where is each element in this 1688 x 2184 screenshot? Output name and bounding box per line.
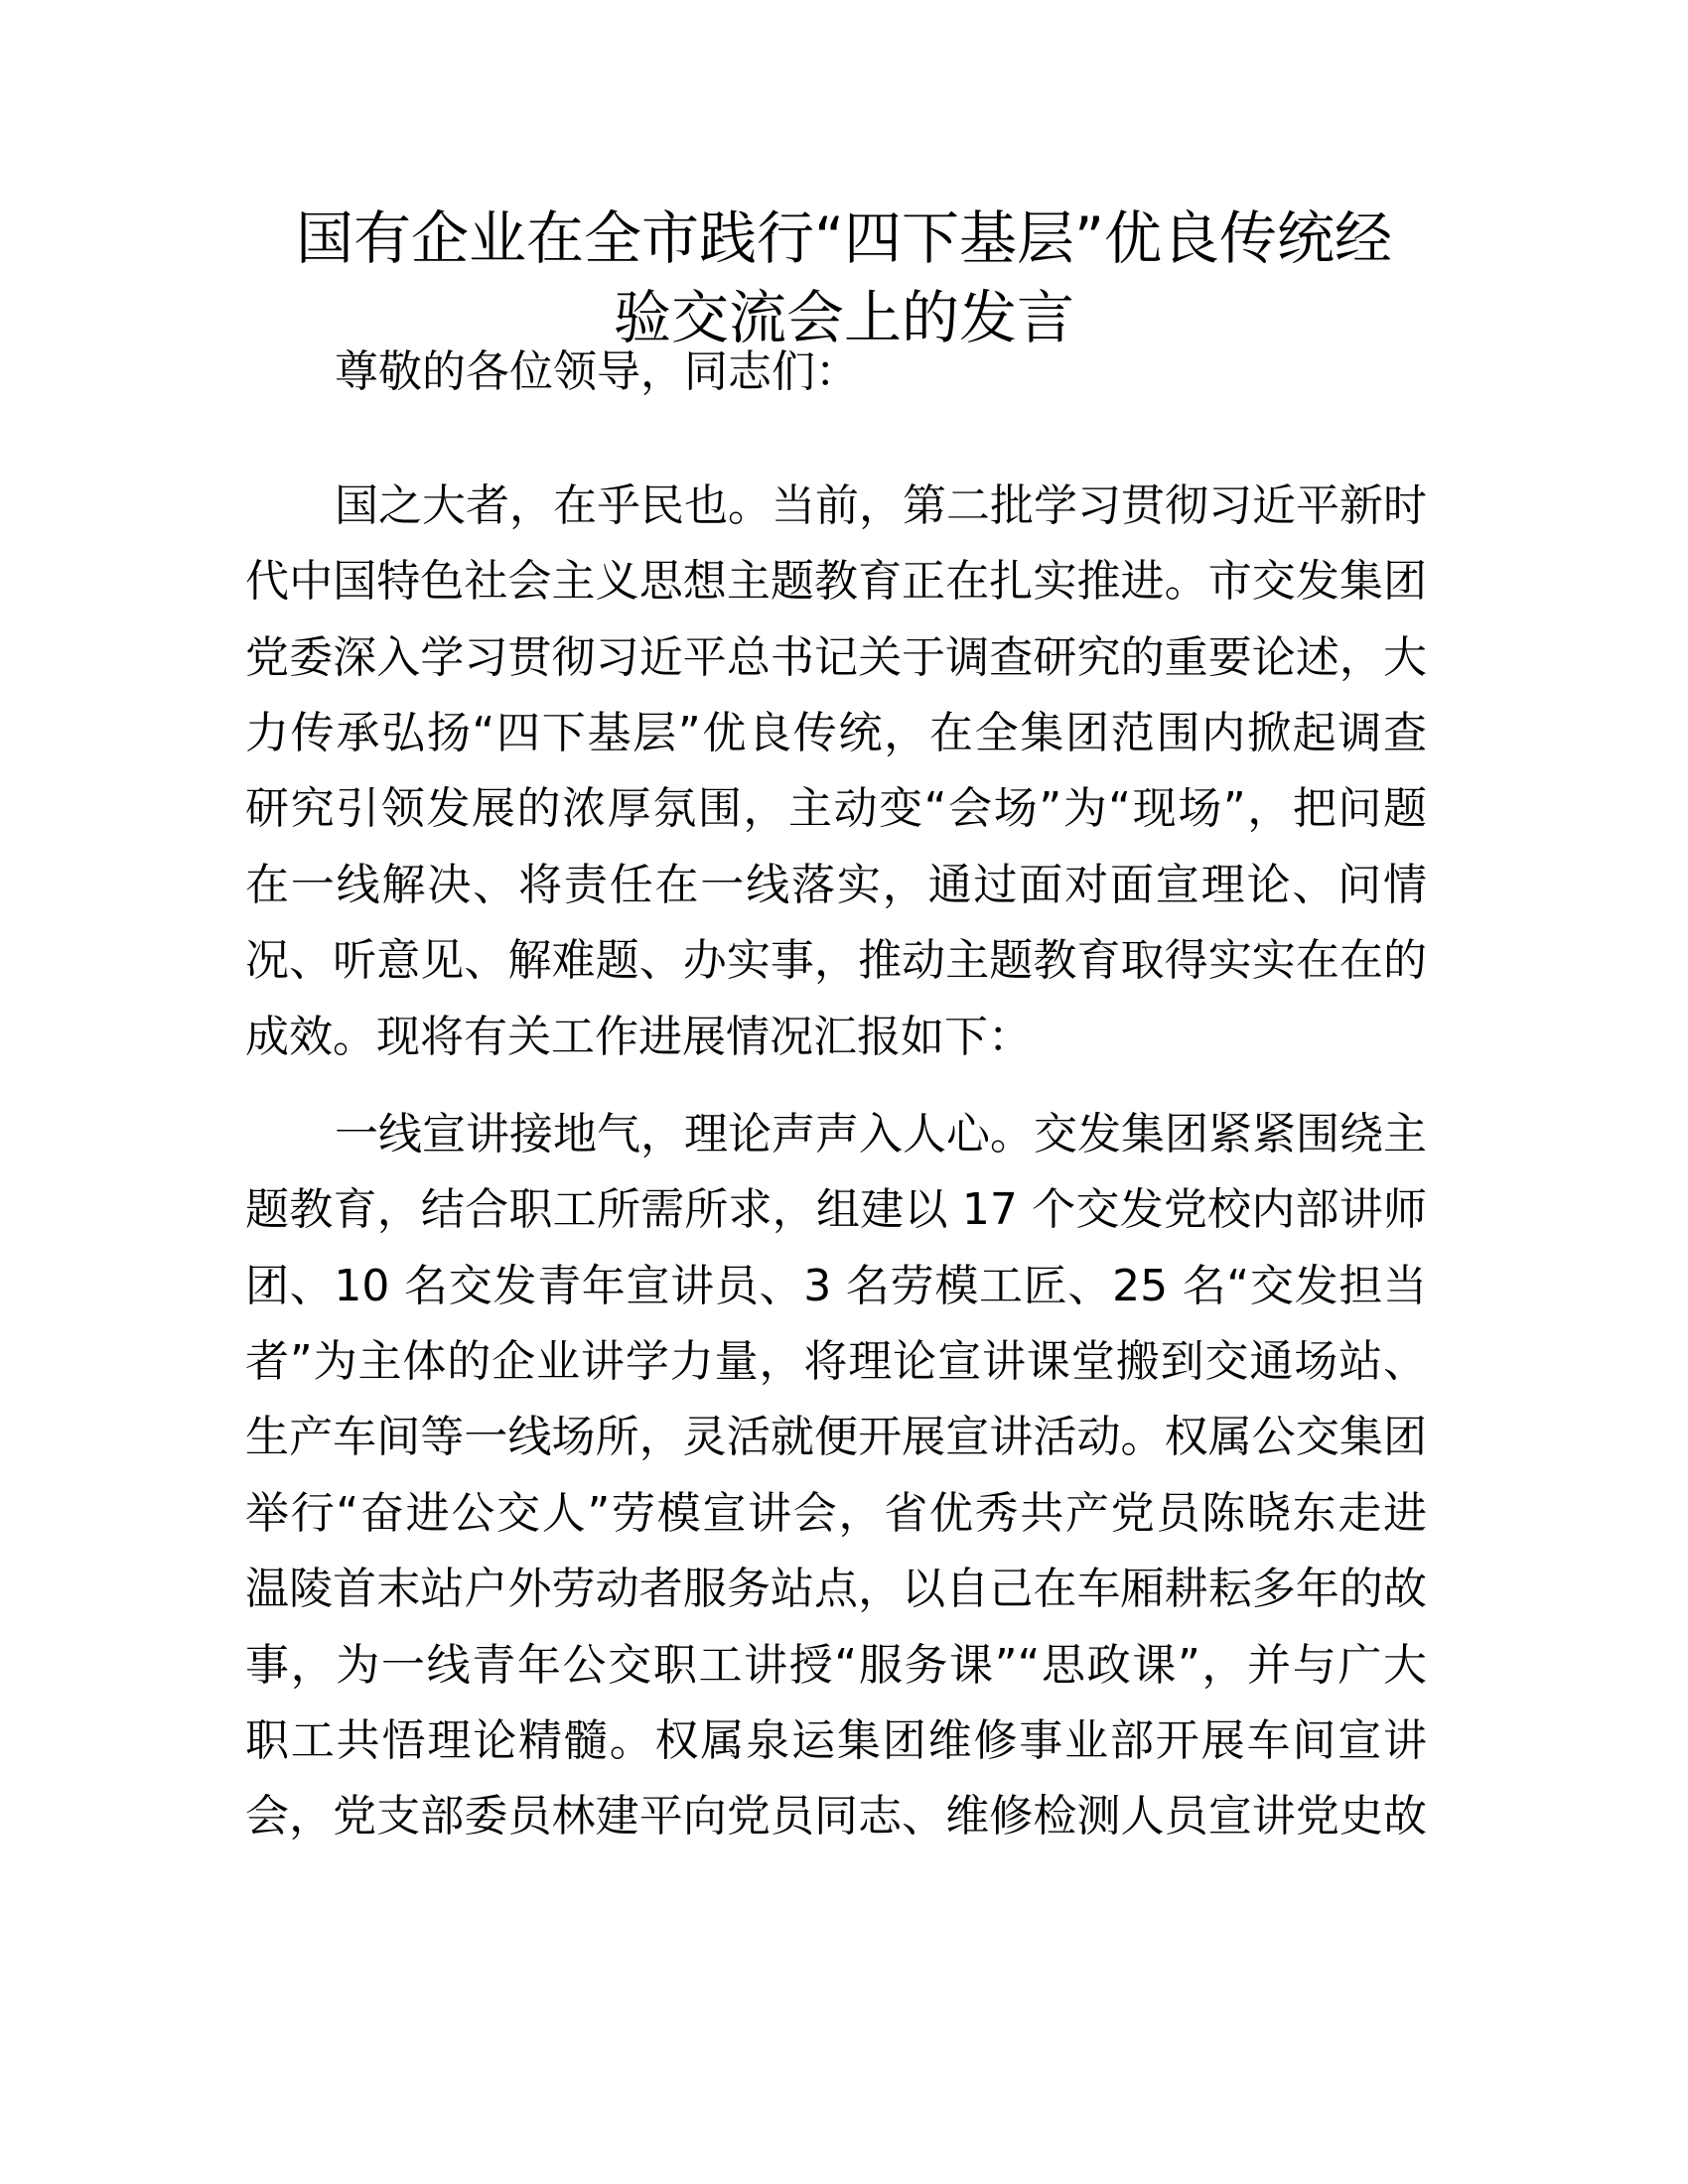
paragraph-line: 况、听意见、解难题、办实事，推动主题教育取得实实在在的 bbox=[245, 935, 1427, 986]
paragraph-line: 温陵首末站户外劳动者服务站点，以自己在车厢耕耘多年的故 bbox=[245, 1564, 1427, 1614]
paragraph-line: 题教育，结合职工所需所求，组建以 17 个交发党校内部讲师 bbox=[245, 1184, 1427, 1235]
paragraph-line: 者”为主体的企业讲学力量，将理论宣讲课堂搬到交通场站、 bbox=[245, 1336, 1427, 1387]
paragraph-line: 举行“奋进公交人”劳模宣讲会，省优秀共产党员陈晓东走进 bbox=[245, 1488, 1427, 1539]
paragraph-line: 代中国特色社会主义思想主题教育正在扎实推进。市交发集团 bbox=[245, 556, 1427, 607]
paragraph-line: 在一线解决、将责任在一线落实，通过面对面宣理论、问情 bbox=[245, 860, 1427, 910]
paragraph-line: 团、10 名交发青年宣讲员、3 名劳模工匠、25 名“交发担当 bbox=[245, 1261, 1427, 1311]
paragraph-line: 成效。现将有关工作进展情况汇报如下： bbox=[245, 1012, 1032, 1062]
salutation: 尊敬的各位领导，同志们： bbox=[335, 346, 859, 397]
paragraph-line: 事，为一线青年公交职工讲授“服务课”“思政课”，并与广大 bbox=[245, 1640, 1427, 1691]
paragraph-line: 国之大者，在乎民也。当前，第二批学习贯彻习近平新时 bbox=[335, 480, 1427, 531]
paragraph-line: 职工共悟理论精髓。权属泉运集团维修事业部开展车间宣讲 bbox=[245, 1715, 1427, 1766]
paragraph-line: 研究引领发展的浓厚氛围，主动变“会场”为“现场”，把问题 bbox=[245, 783, 1427, 834]
paragraph-line: 生产车间等一线场所，灵活就便开展宣讲活动。权属公交集团 bbox=[245, 1412, 1427, 1462]
paragraph-line: 力传承弘扬“四下基层”优良传统，在全集团范围内掀起调查 bbox=[245, 708, 1427, 758]
paragraph-line: 一线宣讲接地气，理论声声入人心。交发集团紧紧围绕主 bbox=[335, 1109, 1427, 1160]
document-title-line-2: 验交流会上的发言 bbox=[613, 284, 1074, 351]
paragraph-line: 会，党支部委员林建平向党员同志、维修检测人员宣讲党史故 bbox=[245, 1791, 1427, 1842]
paragraph-line: 党委深入学习贯彻习近平总书记关于调查研究的重要论述，大 bbox=[245, 632, 1427, 683]
document-title-line-1: 国有企业在全市践行“四下基层”优良传统经 bbox=[295, 205, 1393, 272]
